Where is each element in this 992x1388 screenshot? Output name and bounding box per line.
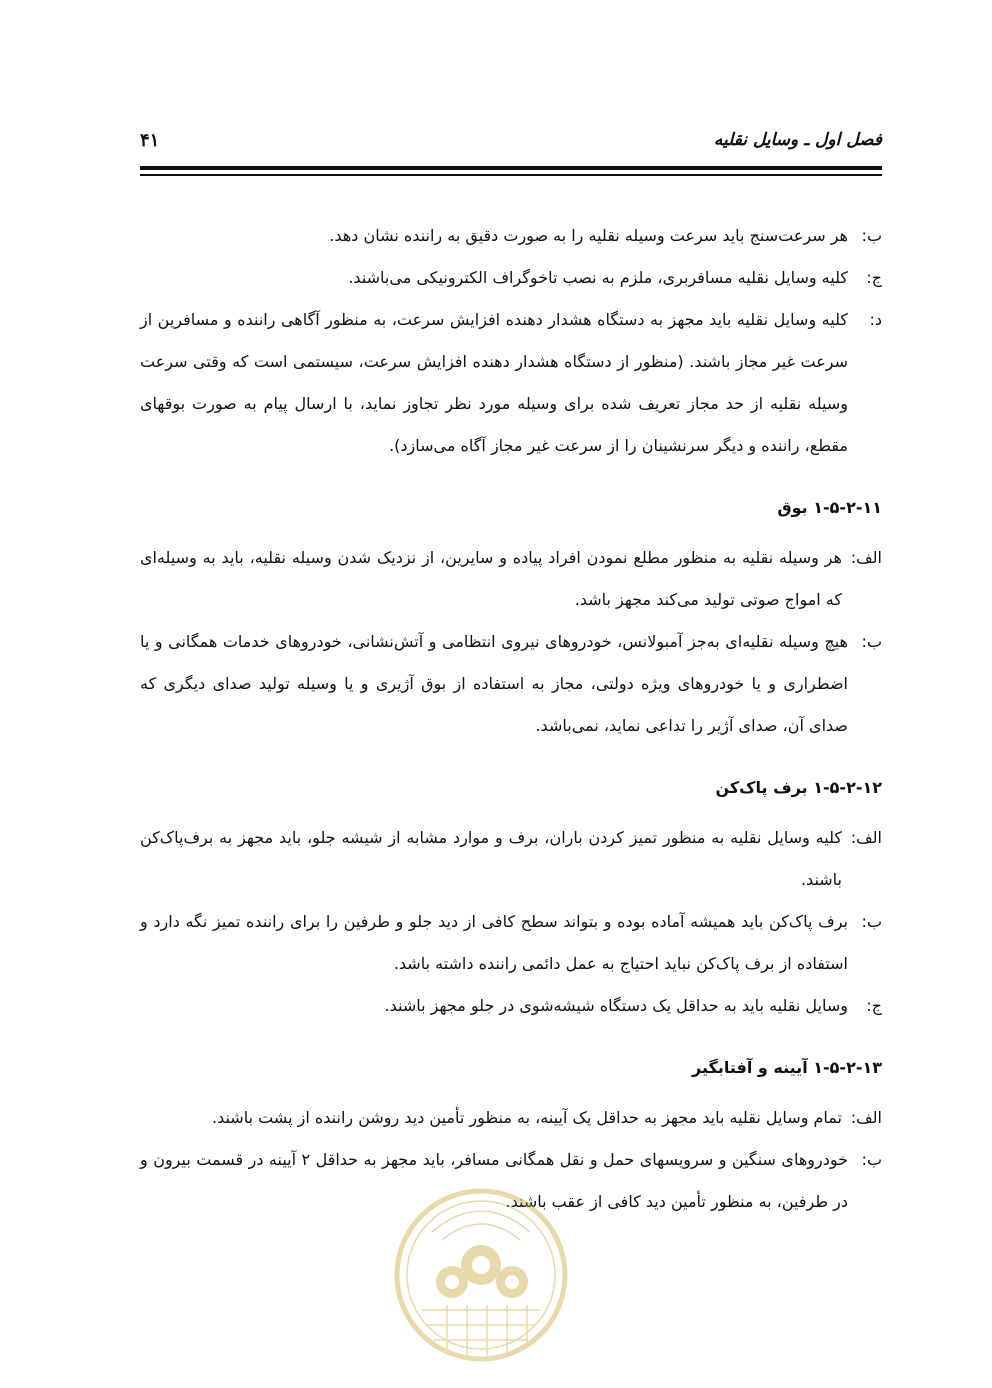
chapter-title: فصل اول ـ وسایل نقلیه — [713, 130, 882, 150]
item-text: خودروهای سنگین و سرویسهای حمل و نقل همگانی مسافر، باید مجهز به حداقل ۲ آیینه در قسمت بیرون و در طرفین، به منظور تأمین دید کافی از عقب باشند. — [140, 1150, 849, 1211]
list-item — [140, 215, 882, 257]
item-label: ب: — [861, 226, 882, 245]
section-heading: ۱-۵-۲-۱۳ آیینه و آفتابگیر — [692, 1058, 882, 1077]
item-text: تمام وسایل نقلیه باید مجهز به حداقل یک آیینه، به منظور تأمین دید روشن راننده از پشت باشند. — [211, 1108, 842, 1127]
list-item — [140, 257, 882, 299]
section-heading: ۱-۵-۲-۱۲ برف پاک‌کن — [715, 778, 882, 797]
list-item — [140, 901, 882, 985]
page-header — [140, 126, 882, 156]
item-text: هر وسیله نقلیه به منظور مطلع نمودن افراد پیاده و سایرین، از نزدیک شدن وسیله نقلیه، باید به وسیله‌ای که امواج صوتی تولید می‌کند مجهز باشد. — [140, 548, 842, 609]
item-text: کلیه وسایل نقلیه مسافربری، ملزم به نصب تاخوگراف الکترونیکی می‌باشند. — [348, 268, 848, 287]
body-content — [140, 215, 882, 1223]
item-label: الف: — [850, 1108, 882, 1127]
list-item — [140, 621, 882, 747]
list-item — [140, 1097, 882, 1139]
header-rule-thin — [140, 174, 882, 176]
item-text: هر سرعت‌سنج باید سرعت وسیله نقلیه را به صورت دقیق به راننده نشان دهد. — [329, 226, 848, 245]
item-label: ج: — [866, 268, 882, 287]
item-label: ب: — [861, 912, 882, 931]
item-text: برف پاک‌کن باید همیشه آماده بوده و بتواند سطح کافی از دید جلو و طرفین را برای راننده تمیز نگه دارد و استفاده از برف پاک‌کن نباید احتیاج به عمل دائمی راننده داشته باشد. — [140, 912, 848, 973]
item-label: ب: — [861, 1150, 882, 1169]
item-label: د: — [869, 310, 882, 329]
list-item — [140, 299, 882, 467]
page-number: ۴۱ — [140, 130, 160, 151]
item-text: کلیه وسایل نقلیه به منظور تمیز کردن باران، برف و موارد مشابه از شیشه جلو، باید مجهز به برف‌پاک‌کن باشند. — [140, 828, 842, 889]
item-text: کلیه وسایل نقلیه باید مجهز به دستگاه هشدار دهنده افزایش سرعت، به منظور آگاهی راننده و مسافرین از سرعت غیر مجاز باشند. (منظور از دستگاه هشدار دهنده افزایش سرعت، سیستمی است که وقتی سرعت وسیله نقلیه از حد مجاز تعریف شده برای وسیله مورد نظر تجاوز نماید، با ارسال پیام به صورت بوقهای مقطع، راننده و دیگر سرنشینان را از سرعت غیر مجاز آگاه می‌سازد). — [140, 310, 848, 455]
header-rule-thick — [140, 166, 882, 170]
section-heading: ۱-۵-۲-۱۱ بوق — [777, 498, 882, 517]
list-item — [140, 537, 882, 621]
list-item — [140, 817, 882, 901]
item-text: هیچ وسیله نقلیه‌ای به‌جز آمبولانس، خودروهای نیروی انتظامی و آتش‌نشانی، خودروهای خدمات همگانی و یا اضطراری و یا خودروهای ویژه دولتی، مجاز به استفاده از بوق آژیری و یا وسیله تولید صدای دیگری که صدای آن، صدای آژیر را تداعی نماید، نمی‌باشد. — [140, 632, 848, 735]
item-label: ب: — [861, 632, 882, 651]
list-item — [140, 985, 882, 1027]
item-label: الف: — [850, 548, 882, 567]
item-label: ج: — [866, 996, 882, 1015]
item-text: وسایل نقلیه باید به حداقل یک دستگاه شیشه‌شوی در جلو مجهز باشند. — [384, 996, 848, 1015]
list-item — [140, 1139, 882, 1223]
item-label: الف: — [850, 828, 882, 847]
